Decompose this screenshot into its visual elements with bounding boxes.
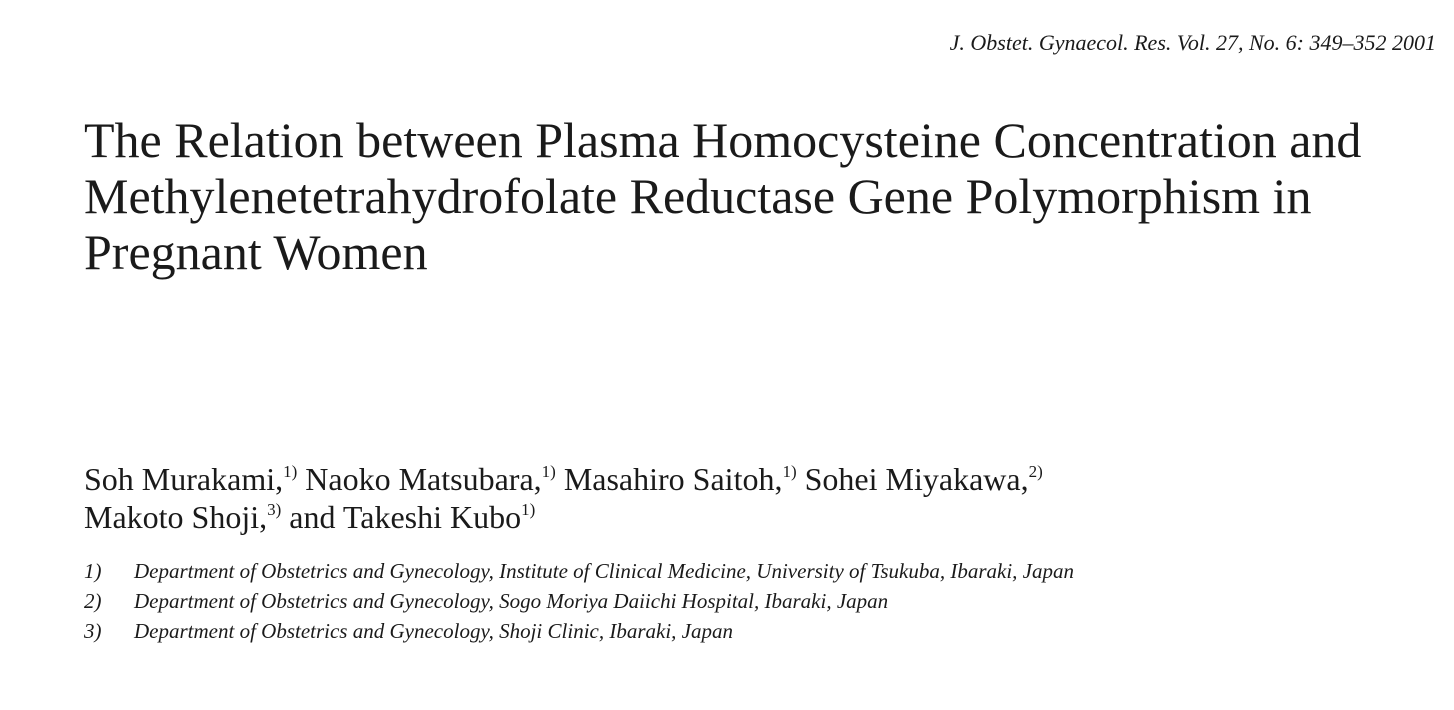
affiliation-number: 1) <box>84 559 102 583</box>
author-affiliation-mark: 2) <box>1028 462 1043 481</box>
title-line: Methylenetetrahydrofolate Reductase Gene Polymorphism in <box>84 168 1312 224</box>
author-name: and Takeshi Kubo <box>289 499 522 535</box>
affiliation-text: Department of Obstetrics and Gynecology, Sogo Moriya Daiichi Hospital, Ibaraki, Japan <box>134 589 889 613</box>
author-name: Makoto Shoji, <box>84 499 268 535</box>
author-affiliation-mark: 1) <box>541 462 556 481</box>
author-affiliation-mark: 3) <box>267 500 282 519</box>
affiliation-item <box>84 556 1074 586</box>
author-affiliation-mark: 1) <box>521 500 536 519</box>
author-list <box>84 460 1444 536</box>
author-name: Soh Murakami, <box>84 461 284 497</box>
author-affiliation-mark: 1) <box>782 462 797 481</box>
affiliation-number: 3) <box>84 619 102 643</box>
author-name: Masahiro Saitoh, <box>563 461 783 497</box>
affiliation-number: 2) <box>84 589 102 613</box>
author-affiliation-mark: 1) <box>283 462 298 481</box>
affiliation-text: Department of Obstetrics and Gynecology, Shoji Clinic, Ibaraki, Japan <box>134 619 733 643</box>
affiliation-text: Department of Obstetrics and Gynecology, Institute of Clinical Medicine, University of Tsukuba, Ibaraki, Japan <box>134 559 1074 583</box>
author-name: Sohei Miyakawa, <box>804 461 1029 497</box>
affiliation-list <box>84 556 1074 646</box>
article-title <box>84 112 1444 280</box>
affiliation-item <box>84 616 1074 646</box>
journal-citation: J. Obstet. Gynaecol. Res. Vol. 27, No. 6: 349–352 2001 <box>949 30 1436 55</box>
author-line <box>84 460 1444 498</box>
author-name: Naoko Matsubara, <box>305 461 542 497</box>
affiliation-item <box>84 586 1074 616</box>
title-line: The Relation between Plasma Homocysteine Concentration and <box>84 112 1362 168</box>
title-line: Pregnant Women <box>84 224 428 280</box>
author-line <box>84 498 1444 536</box>
